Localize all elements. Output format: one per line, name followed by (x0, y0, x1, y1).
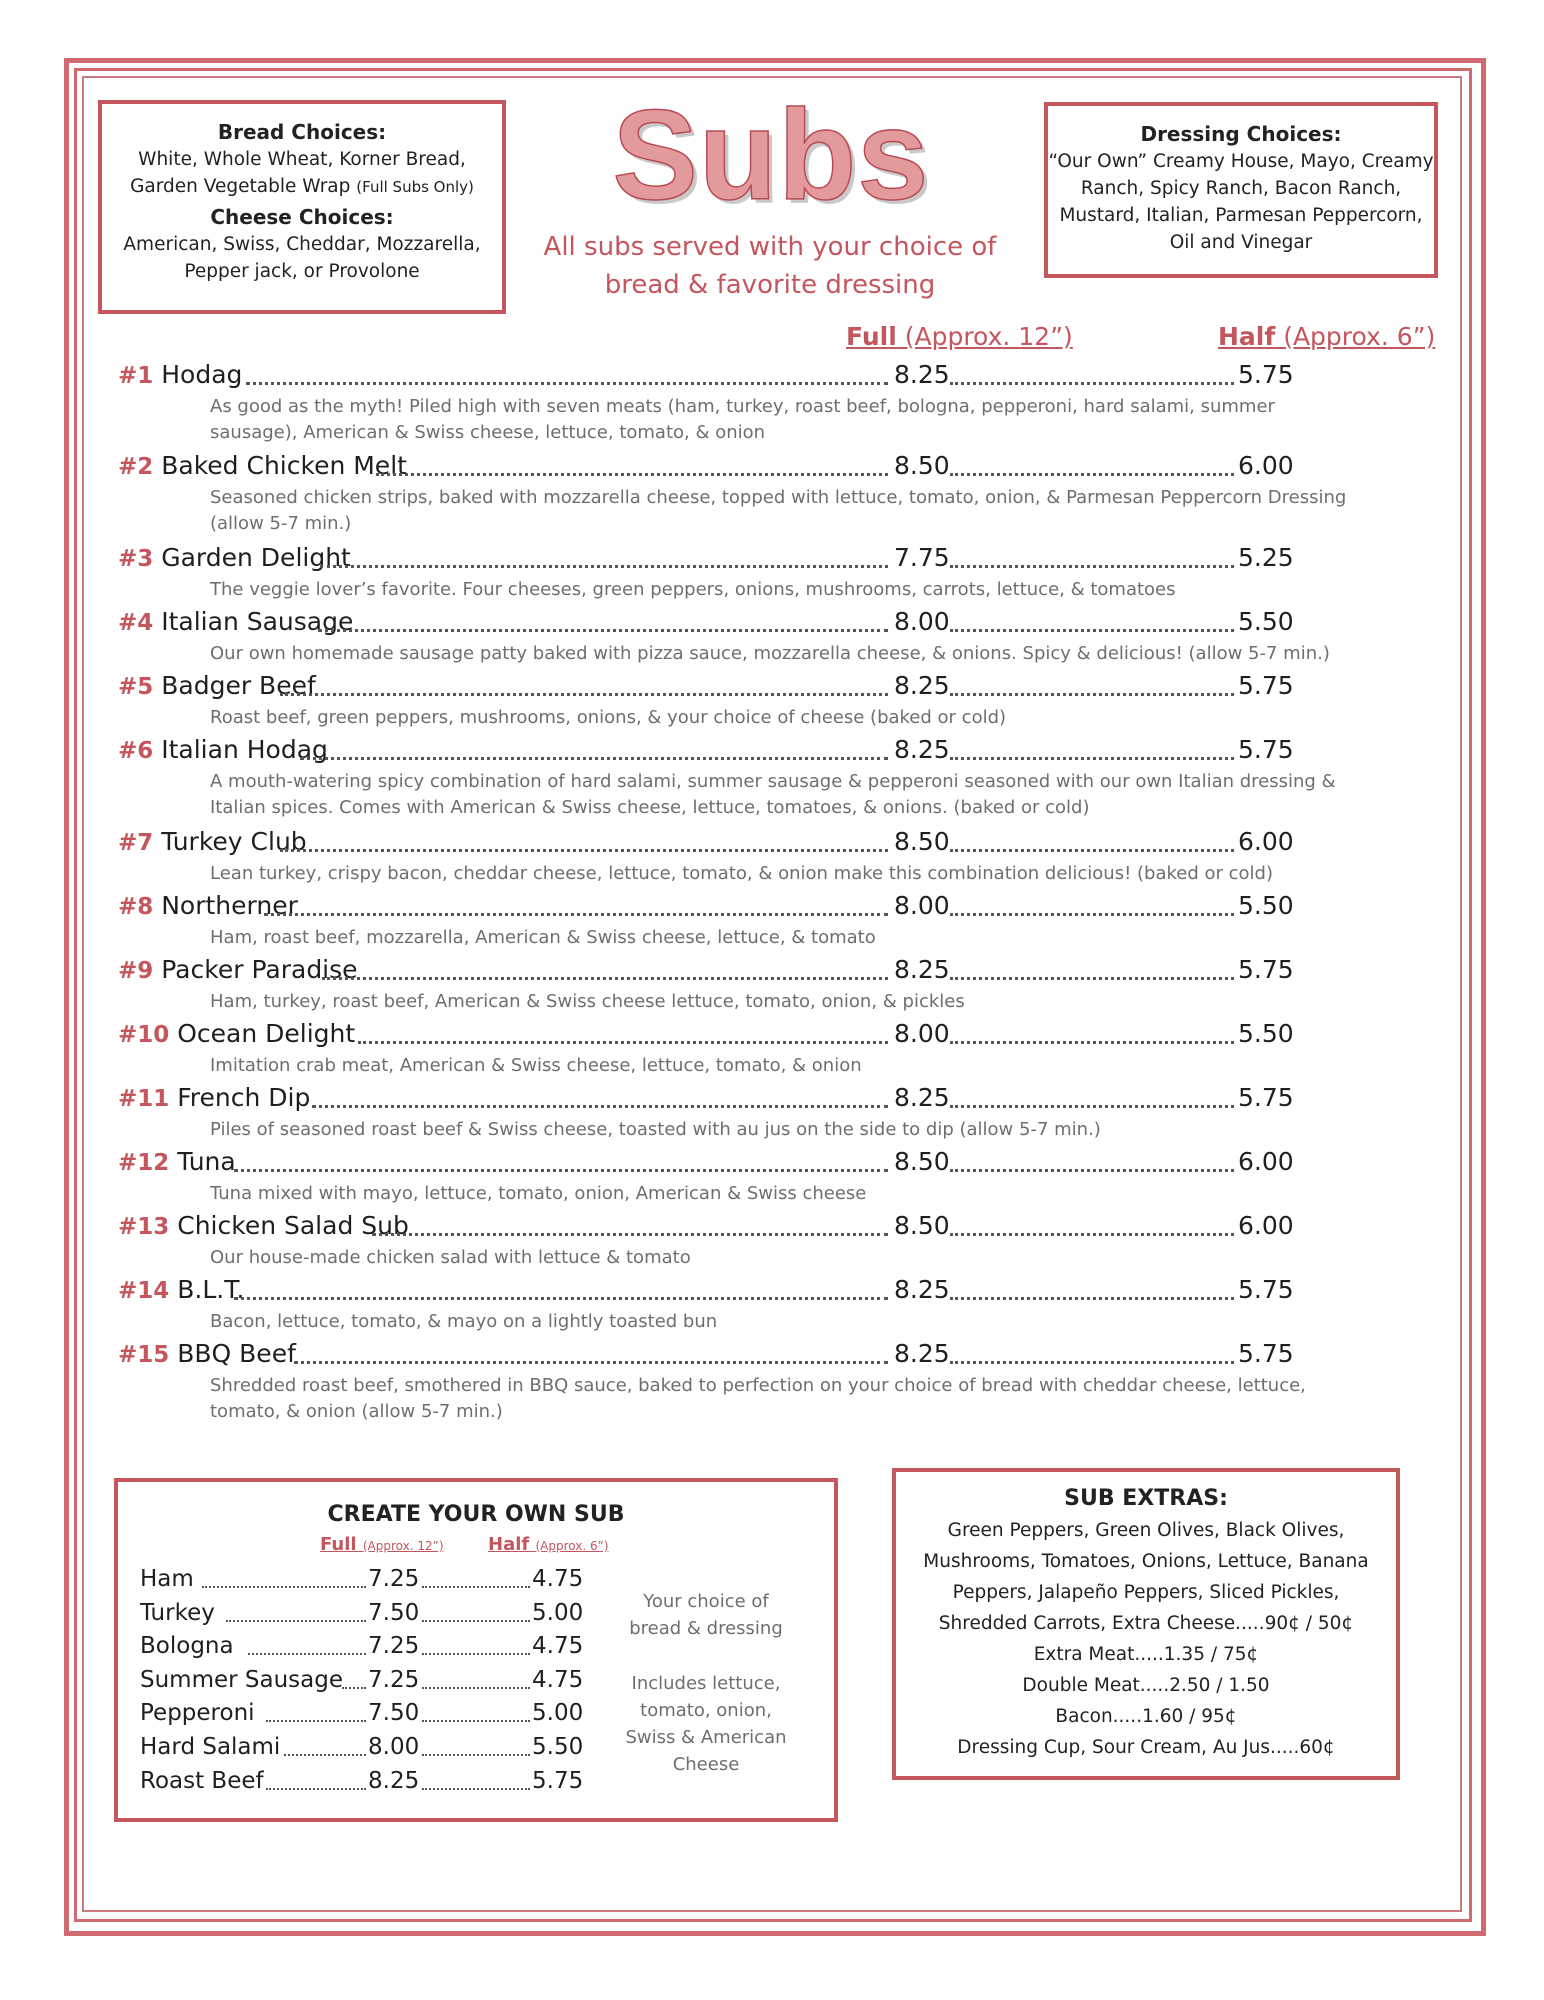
bread-heading: Bread Choices: (217, 120, 387, 144)
dot-leader (422, 1754, 530, 1756)
dot-leader (950, 977, 1234, 980)
dressing-box (1044, 102, 1438, 278)
create-row (140, 1667, 600, 1697)
item-title: Chicken Salad Sub (177, 1211, 409, 1240)
page-subtitle: All subs served with your choice of bread & favorite dressing (543, 232, 997, 300)
menu-item (118, 1147, 1378, 1207)
create-row-name: Turkey (140, 1599, 215, 1626)
menu-item (118, 1083, 1378, 1143)
item-number: #2 (118, 454, 154, 480)
item-description: Tuna mixed with mayo, lettuce, tomato, onion, American & Swiss cheese (210, 1183, 867, 1204)
item-description: Lean turkey, crispy bacon, cheddar cheese, lettuce, tomato, & onion make this combination delicious! (baked or cold) (210, 863, 1274, 884)
item-price-half: 5.75 (1238, 1339, 1294, 1368)
item-description: The veggie lover’s favorite. Four cheeses, green peppers, onions, mushrooms, carrots, lettuce, & tomatoes (210, 579, 1176, 600)
dot-leader (266, 1788, 366, 1790)
extras-line: Mushrooms, Tomatoes, Onions, Lettuce, Banana (923, 1551, 1369, 1572)
extras-line: Green Peppers, Green Olives, Black Olives, (947, 1520, 1345, 1541)
create-row-name: Hard Salami (140, 1734, 281, 1760)
item-price-half: 5.50 (1238, 607, 1294, 636)
dot-leader (246, 382, 888, 385)
create-row-full: 7.50 (368, 1599, 420, 1626)
item-name (118, 451, 407, 480)
dot-leader (422, 1720, 530, 1722)
dot-leader (950, 1041, 1234, 1044)
create-note-includes: Includes lettuce, tomato, onion, Swiss & American Cheese (625, 1673, 787, 1775)
dot-leader (312, 1105, 888, 1108)
item-number: #9 (118, 958, 154, 984)
dot-leader (294, 1361, 888, 1364)
item-description: Ham, roast beef, mozzarella, American & Swiss cheese, lettuce, & tomato (210, 927, 876, 948)
item-name (118, 1019, 355, 1048)
dot-leader (284, 1754, 366, 1756)
item-price-half: 5.75 (1238, 360, 1294, 389)
item-description: Seasoned chicken strips, baked with mozzarella cheese, topped with lettuce, tomato, onion, & Parmesan Peppercorn Dressing (allow 5-7 min.) (210, 487, 1347, 534)
extras-line: Dressing Cup, Sour Cream, Au Jus.....60¢ (957, 1737, 1335, 1758)
create-row-half: 5.75 (532, 1767, 584, 1794)
item-title: Ocean Delight (177, 1019, 356, 1048)
full-column-header: Full (Approx. 12”) (846, 322, 1073, 351)
dot-leader (234, 1297, 888, 1300)
item-price-half: 5.75 (1238, 1275, 1294, 1304)
item-number: #14 (118, 1278, 170, 1304)
create-row (140, 1633, 600, 1663)
item-title: Italian Hodag (161, 735, 328, 764)
item-price-full: 8.25 (894, 1339, 950, 1368)
item-price-full: 8.25 (894, 955, 950, 984)
extras-line: Bacon.....1.60 / 95¢ (1055, 1706, 1237, 1727)
dot-leader (358, 1041, 888, 1044)
item-number: #7 (118, 830, 154, 856)
create-row-name: Summer Sausage (140, 1666, 344, 1693)
item-number: #1 (118, 363, 154, 389)
item-price-full: 8.50 (894, 1211, 950, 1240)
menu-item (118, 451, 1378, 534)
dot-leader (950, 473, 1234, 476)
item-description: Piles of seasoned roast beef & Swiss cheese, toasted with au jus on the side to dip (allow 5-7 min.) (210, 1119, 1101, 1140)
dot-leader (950, 1169, 1234, 1172)
create-row-half: 5.00 (532, 1599, 584, 1626)
item-title: Italian Sausage (161, 607, 354, 636)
item-name (118, 1147, 236, 1176)
menu-item (118, 955, 1378, 1015)
menu-item (118, 1275, 1378, 1335)
dressing-text: “Our Own” Creamy House, Mayo, Creamy Ranch, Spicy Ranch, Bacon Ranch, Mustard, Italian, Parmesan Peppercorn, Oil and Vinegar (1048, 151, 1434, 253)
dot-leader (300, 757, 888, 760)
dot-leader (950, 693, 1234, 696)
item-number: #8 (118, 894, 154, 920)
dot-leader (950, 757, 1234, 760)
extras-line: Double Meat.....2.50 / 1.50 (1022, 1675, 1270, 1696)
create-row-full: 7.25 (368, 1666, 420, 1693)
menu-item (118, 1211, 1378, 1271)
create-row-name: Ham (140, 1566, 194, 1592)
dot-leader (342, 1687, 366, 1689)
item-price-full: 8.00 (894, 607, 950, 636)
dot-leader (950, 1105, 1234, 1108)
item-number: #15 (118, 1342, 170, 1368)
create-row-full: 8.25 (368, 1767, 420, 1794)
dressing-heading: Dressing Choices: (1140, 122, 1342, 146)
dot-leader (950, 382, 1234, 385)
create-row (140, 1566, 600, 1596)
item-price-half: 5.75 (1238, 955, 1294, 984)
item-title: Badger Beef (161, 671, 316, 700)
dot-leader (422, 1586, 530, 1588)
item-title: Packer Paradise (161, 955, 358, 984)
dot-leader (950, 913, 1234, 916)
dot-leader (318, 629, 888, 632)
item-name (118, 1083, 310, 1112)
dot-leader (226, 1620, 366, 1622)
bread-note: (Full Subs Only) (356, 178, 474, 196)
item-price-full: 8.50 (894, 1147, 950, 1176)
dot-leader (372, 1233, 888, 1236)
item-description: Our own homemade sausage patty baked with pizza sauce, mozzarella cheese, & onions. Spicy & delicious! (allow 5-7 min.) (210, 643, 1330, 664)
menu-item (118, 891, 1378, 951)
dot-leader (266, 1720, 366, 1722)
menu-item (118, 1339, 1378, 1422)
create-heading: CREATE YOUR OWN SUB (327, 1502, 625, 1527)
item-price-half: 5.50 (1238, 1019, 1294, 1048)
create-your-own-box (114, 1478, 838, 1822)
create-row-half: 4.75 (532, 1566, 584, 1592)
dot-leader (280, 849, 888, 852)
create-row-half: 5.50 (532, 1734, 584, 1760)
dot-leader (950, 1233, 1234, 1236)
item-price-full: 8.50 (894, 827, 950, 856)
extras-line: Extra Meat.....1.35 / 75¢ (1033, 1644, 1259, 1665)
item-description: Ham, turkey, roast beef, American & Swiss cheese lettuce, tomato, onion, & pickles (210, 991, 965, 1012)
dot-leader (950, 1361, 1234, 1364)
item-title: Garden Delight (161, 543, 351, 572)
menu-item (118, 607, 1378, 667)
dot-leader (422, 1620, 530, 1622)
dot-leader (248, 1653, 366, 1655)
item-description: Bacon, lettuce, tomato, & mayo on a lightly toasted bun (210, 1311, 718, 1332)
dot-leader (422, 1687, 530, 1689)
create-row-name: Roast Beef (140, 1767, 264, 1794)
item-description: Imitation crab meat, American & Swiss cheese, lettuce, tomato, & onion (210, 1055, 862, 1076)
dot-leader (264, 913, 888, 916)
item-price-full: 8.00 (894, 1019, 950, 1048)
item-title: B.L.T. (177, 1275, 245, 1304)
item-description: Roast beef, green peppers, mushrooms, onions, & your choice of cheese (baked or cold) (210, 707, 1007, 728)
menu-item (118, 360, 1378, 443)
item-name (118, 1339, 296, 1368)
menu-item (118, 735, 1378, 818)
item-name (118, 543, 351, 572)
item-price-half: 5.75 (1238, 735, 1294, 764)
cheese-heading: Cheese Choices: (210, 205, 394, 229)
create-row-half: 5.00 (532, 1700, 584, 1727)
item-name (118, 827, 307, 856)
item-number: #10 (118, 1022, 170, 1048)
item-price-full: 8.25 (894, 1083, 950, 1112)
page-title: Subs (612, 84, 930, 227)
create-row (140, 1700, 600, 1730)
create-half-header: Half (Approx. 6”) (488, 1534, 609, 1555)
dot-leader (320, 565, 888, 568)
dot-leader (234, 1169, 888, 1172)
extras-line: Peppers, Jalapeño Peppers, Sliced Pickles, (952, 1582, 1340, 1603)
create-row-half: 4.75 (532, 1633, 584, 1660)
item-price-full: 8.25 (894, 671, 950, 700)
create-row-full: 8.00 (368, 1734, 420, 1760)
item-title: Hodag (161, 360, 243, 389)
bread-cheese-box (98, 100, 506, 314)
create-note-choice: Your choice of bread & dressing (629, 1591, 783, 1639)
item-number: #11 (118, 1086, 170, 1112)
item-price-half: 6.00 (1238, 1211, 1294, 1240)
item-title: Baked Chicken Melt (161, 451, 407, 480)
item-description: Shredded roast beef, smothered in BBQ sauce, baked to perfection on your choice of bread with cheddar cheese, lettuce, tomato, & onion (allow 5-7 min.) (210, 1375, 1306, 1422)
item-number: #12 (118, 1150, 170, 1176)
item-price-half: 6.00 (1238, 1147, 1294, 1176)
item-price-half: 5.50 (1238, 891, 1294, 920)
extras-line: Shredded Carrots, Extra Cheese.....90¢ / 50¢ (938, 1613, 1354, 1634)
dot-leader (422, 1653, 530, 1655)
sub-extras-box (892, 1468, 1400, 1780)
item-description: Our house-made chicken salad with lettuce & tomato (210, 1247, 691, 1268)
item-price-full: 8.25 (894, 1275, 950, 1304)
item-price-full: 8.50 (894, 451, 950, 480)
dot-leader (202, 1586, 366, 1588)
item-number: #5 (118, 674, 154, 700)
item-description: A mouth-watering spicy combination of hard salami, summer sausage & pepperoni seasoned with our own Italian dressing & Italian spices. Comes with American & Swiss cheese, lettuce, tomatoes, & onions. (baked or cold) (210, 771, 1336, 818)
item-number: #3 (118, 546, 154, 572)
create-row-full: 7.50 (368, 1700, 420, 1727)
item-title: Turkey Club (161, 827, 307, 856)
item-price-half: 6.00 (1238, 827, 1294, 856)
item-price-full: 8.25 (894, 735, 950, 764)
item-number: #6 (118, 738, 154, 764)
create-row-full: 7.25 (368, 1633, 420, 1660)
create-full-header: Full (Approx. 12”) (320, 1534, 444, 1555)
item-name (118, 1275, 244, 1304)
item-price-half: 5.75 (1238, 1083, 1294, 1112)
dot-leader (422, 1788, 530, 1790)
item-title: BBQ Beef (177, 1339, 296, 1368)
bread-text: White, Whole Wheat, Korner Bread, Garden Vegetable Wrap (Full Subs Only) (130, 149, 474, 197)
create-row-name: Pepperoni (140, 1700, 255, 1727)
item-price-half: 5.75 (1238, 671, 1294, 700)
item-description: As good as the myth! Piled high with seven meats (ham, turkey, roast beef, bologna, pepperoni, hard salami, summer sausage), American & Swiss cheese, lettuce, tomato, & onion (210, 396, 1275, 443)
menu-item (118, 827, 1378, 887)
item-number: #13 (118, 1214, 170, 1240)
cheese-text: American, Swiss, Cheddar, Mozzarella, Pepper jack, or Provolone (123, 234, 481, 282)
extras-heading: SUB EXTRAS: (1064, 1486, 1228, 1511)
item-price-full: 8.25 (894, 360, 950, 389)
dot-leader (950, 629, 1234, 632)
create-row (140, 1600, 600, 1630)
dot-leader (280, 693, 888, 696)
item-name (118, 360, 242, 389)
item-price-full: 7.75 (894, 543, 950, 572)
menu-item (118, 543, 1378, 603)
item-title: Northerner (161, 891, 298, 920)
item-title: French Dip (177, 1083, 311, 1112)
item-name (118, 735, 328, 764)
item-price-half: 5.25 (1238, 543, 1294, 572)
dot-leader (950, 1297, 1234, 1300)
dot-leader (950, 565, 1234, 568)
create-row (140, 1768, 600, 1798)
create-row-half: 4.75 (532, 1666, 584, 1693)
menu-item (118, 671, 1378, 731)
dot-leader (376, 473, 888, 476)
item-price-half: 6.00 (1238, 451, 1294, 480)
item-price-full: 8.00 (894, 891, 950, 920)
item-number: #4 (118, 610, 154, 636)
create-row (140, 1734, 600, 1764)
half-column-header: Half (Approx. 6”) (1218, 322, 1436, 351)
dot-leader (950, 849, 1234, 852)
create-row-name: Bologna (140, 1633, 234, 1660)
dot-leader (322, 977, 888, 980)
item-title: Tuna (177, 1147, 236, 1176)
create-row-full: 7.25 (368, 1566, 420, 1592)
menu-item (118, 1019, 1378, 1079)
item-name (118, 1211, 409, 1240)
